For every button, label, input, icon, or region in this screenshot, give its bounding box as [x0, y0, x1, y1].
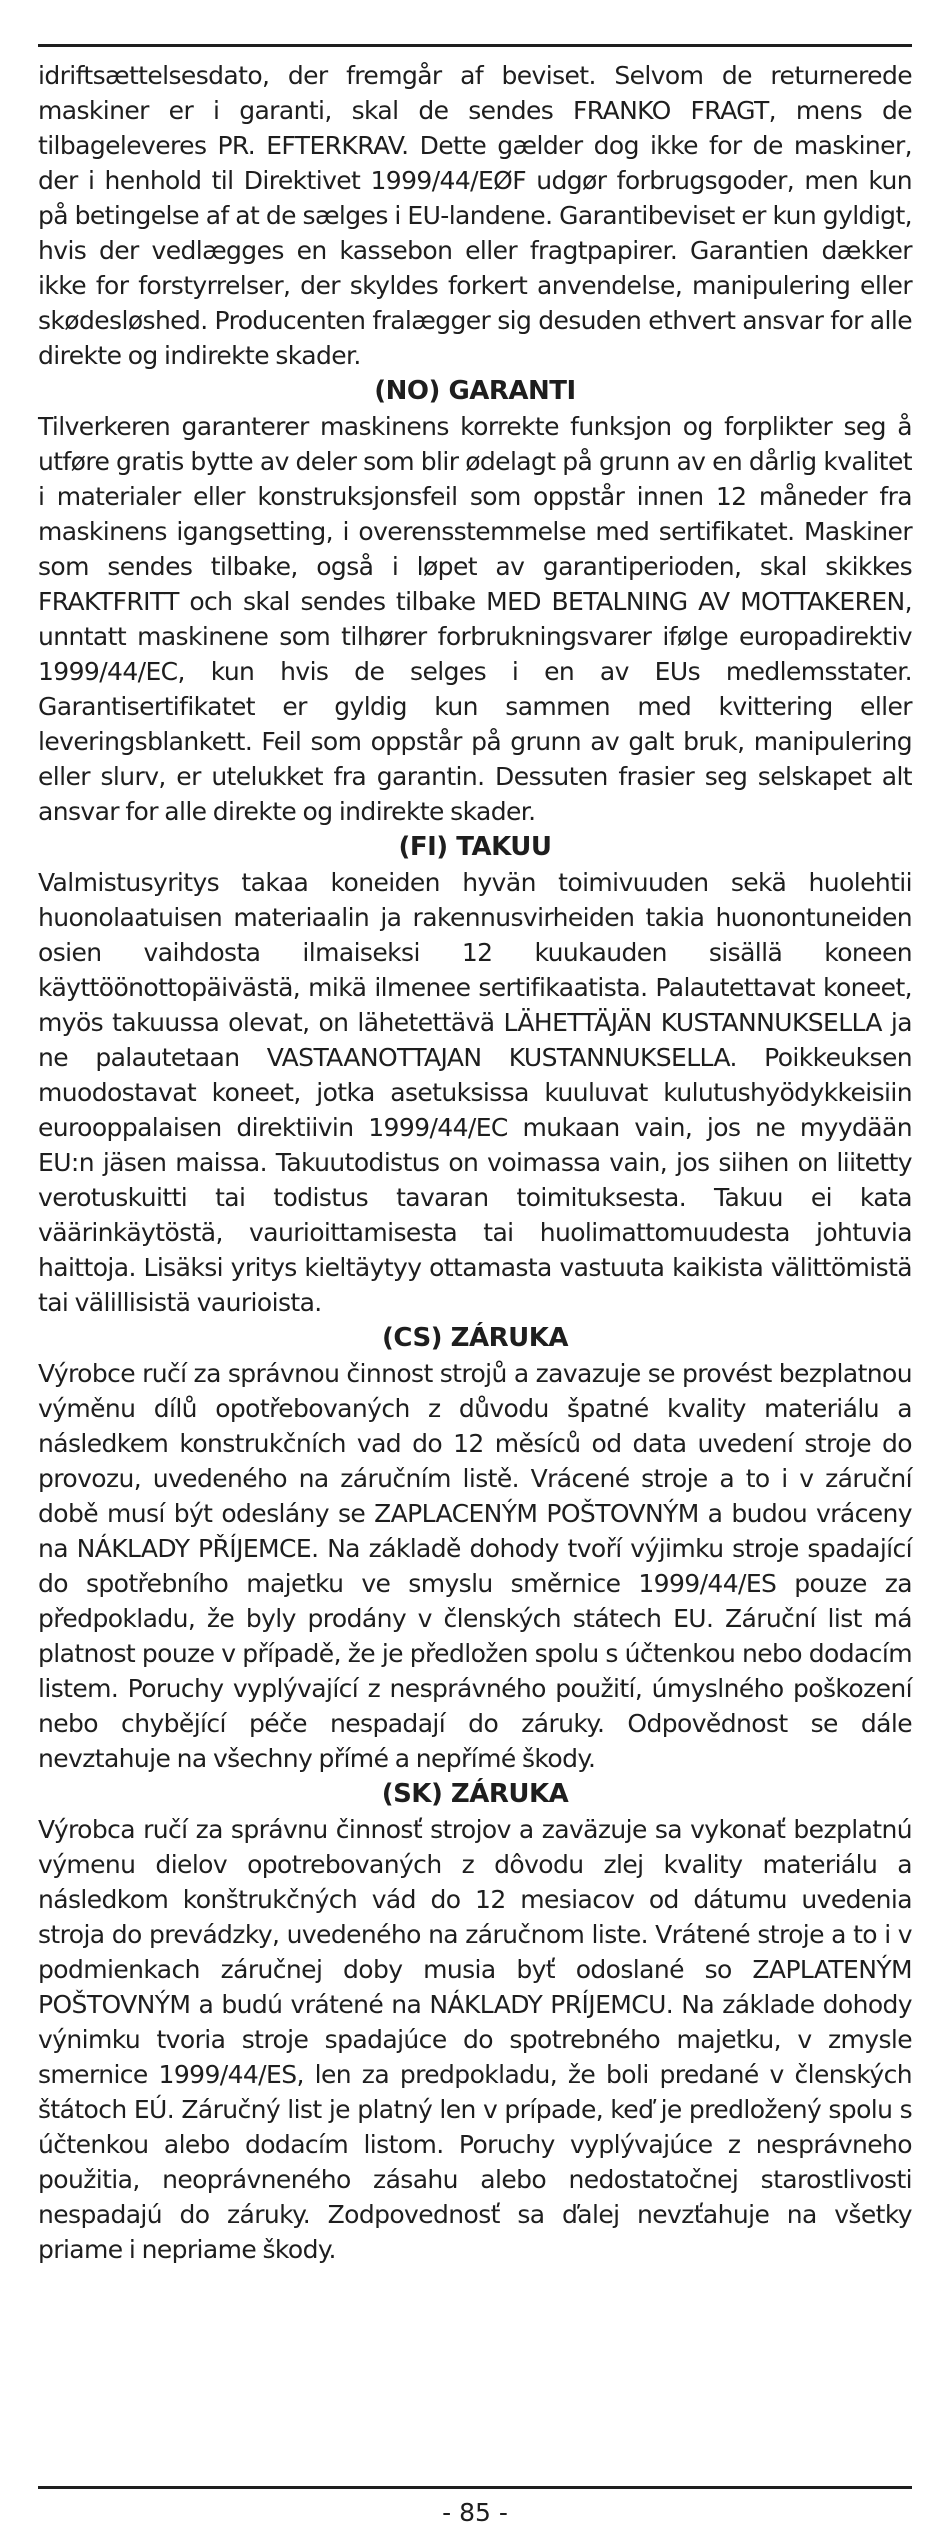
bottom-divider — [38, 2486, 912, 2489]
norwegian-warranty-text: Tilverkeren garanterer maskinens korrekte funksjon og forplikter seg å utføre gratis bytte av deler som blir ødelagt på grunn av en dårlig kvalitet i materialer eller konstruksjonsfeil som oppstår innen 12 måneder fra maskinens igangsetting, i overensstemmelse med sertifikatet. Maskiner som sendes tilbake, også i løpet av garantiperioden, skal skikkes FRAKTFRITT och skal sendes tilbake MED BETALNING AV MOTTAKEREN, unntatt maskinene som tilhører forbrukningsvarer ifølge europadirektiv 1999/44/EC, kun hvis de selges i en av EUs medlemsstater. Garantisertifikatet er gyldig kun sammen med kvittering eller leveringsblankett. Feil som oppstår på grunn av galt bruk, manipulering eller slurv, er utelukket fra garantin. Dessuten frasier seg selskapet alt ansvar for alle direkte og indirekte skader. — [38, 412, 912, 826]
top-divider — [38, 44, 912, 47]
page-number: - 85 - — [442, 2498, 508, 2527]
slovak-warranty-heading: (SK) ZÁRUKA — [381, 1779, 569, 1809]
czech-warranty-text: Výrobce ručí za správnou činnost strojů a zavazuje se provést bezplatnou výměnu dílů opotřebovaných z důvodu špatné kvality materiálu a následkem konstrukčních vad do 12 měsíců od data uvedení stroje do provozu, uvedeného na záručním listě. Vrácené stroje a to i v záruční době musí být odeslány se ZAPLACENÝM POŠTOVNÝM a budou vráceny na NÁKLADY PŘÍJEMCE. Na základě dohody tvoří výjimku stroje spadající do spotřebního majetku ve smyslu směrnice 1999/44/ES pouze za předpokladu, že byly prodány v členských státech EU. Záruční list má platnost pouze v případě, že je předložen spolu s účtenkou nebo dodacím listem. Poruchy vyplývající z nesprávného použití, úmyslného poškození nebo chybějící péče nespadají do záruky. Odpovědnost se dále nevztahuje na všechny přímé a nepřímé škody. — [38, 1359, 912, 1773]
danish-warranty-continuation: idriftsættelsesdato, der fremgår af beviset. Selvom de returnerede maskiner er i garanti, skal de sendes FRANKO FRAGT, mens de tilbageleveres PR. EFTERKRAV. Dette gælder dog ikke for de maskiner, der i henhold til Direktivet 1999/44/EØF udgør forbrugsgoder, men kun på betingelse af at de sælges i EU-landene. Garantibeviset er kun gyldigt, hvis der vedlægges en kassebon eller fragtpapirer. Garantien dækker ikke for forstyrrelser, der skyldes forkert anvendelse, manipulering eller skødesløshed. Producenten fralægger sig desuden ethvert ansvar for alle direkte og indirekte skader. — [38, 61, 912, 370]
finnish-warranty-heading: (FI) TAKUU — [398, 832, 552, 862]
warranty-text-column — [38, 58, 912, 2267]
finnish-warranty-text: Valmistusyritys takaa koneiden hyvän toimivuuden sekä huolehtii huonolaatuisen materiaalin ja rakennusvirheiden takia huonontuneiden osien vaihdosta ilmaiseksi 12 kuukauden sisällä koneen käyttöönottopäivästä, mikä ilmenee sertifikaatista. Palautettavat koneet, myös takuussa olevat, on lähetettävä LÄHETTÄJÄN KUSTANNUKSELLA ja ne palautetaan VASTAANOTTAJAN KUSTANNUKSELLA. Poikkeuksen muodostavat koneet, jotka asetuksissa kuuluvat kulutushyödykkeisiin eurooppalaisen direktiivin 1999/44/EC mukaan vain, jos ne myydään EU:n jäsen maissa. Takuutodistus on voimassa vain, jos siihen on liitetty verotuskuitti tai todistus tavaran toimituksesta. Takuu ei kata väärinkäytöstä, vaurioittamisesta tai huolimattomuudesta johtuvia haittoja. Lisäksi yritys kieltäytyy ottamasta vastuuta kaikista välittömistä tai välillisistä vaurioista. — [38, 868, 912, 1317]
czech-warranty-heading: (CS) ZÁRUKA — [382, 1323, 568, 1353]
norwegian-warranty-heading: (NO) GARANTI — [374, 376, 576, 406]
slovak-warranty-text: Výrobca ručí za správnu činnosť strojov a zaväzuje sa vykonať bezplatnú výmenu dielov opotrebovaných z dôvodu zlej kvality materiálu a následkom konštrukčných vád do 12 mesiacov od dátumu uvedenia stroja do prevádzky, uvedeného na záručnom liste. Vrátené stroje a to i v podmienkach záručnej doby musia byť odoslané so ZAPLATENÝM POŠTOVNÝM a budú vrátené na NÁKLADY PRÍJEMCU. Na základe dohody výnimku tvoria stroje spadajúce do spotrebného majetku, v zmysle smernice 1999/44/ES, len za predpokladu, že boli predané v členských štátoch EÚ. Záručný list je platný len v prípade, keď je predložený spolu s účtenkou alebo dodacím listom. Poruchy vyplývajúce z nesprávneho použitia, neoprávneného zásahu alebo nedostatočnej starostlivosti nespadajú do záruky. Zodpovednosť sa ďalej nevzťahuje na všetky priame i nepriame škody. — [38, 1815, 912, 2264]
